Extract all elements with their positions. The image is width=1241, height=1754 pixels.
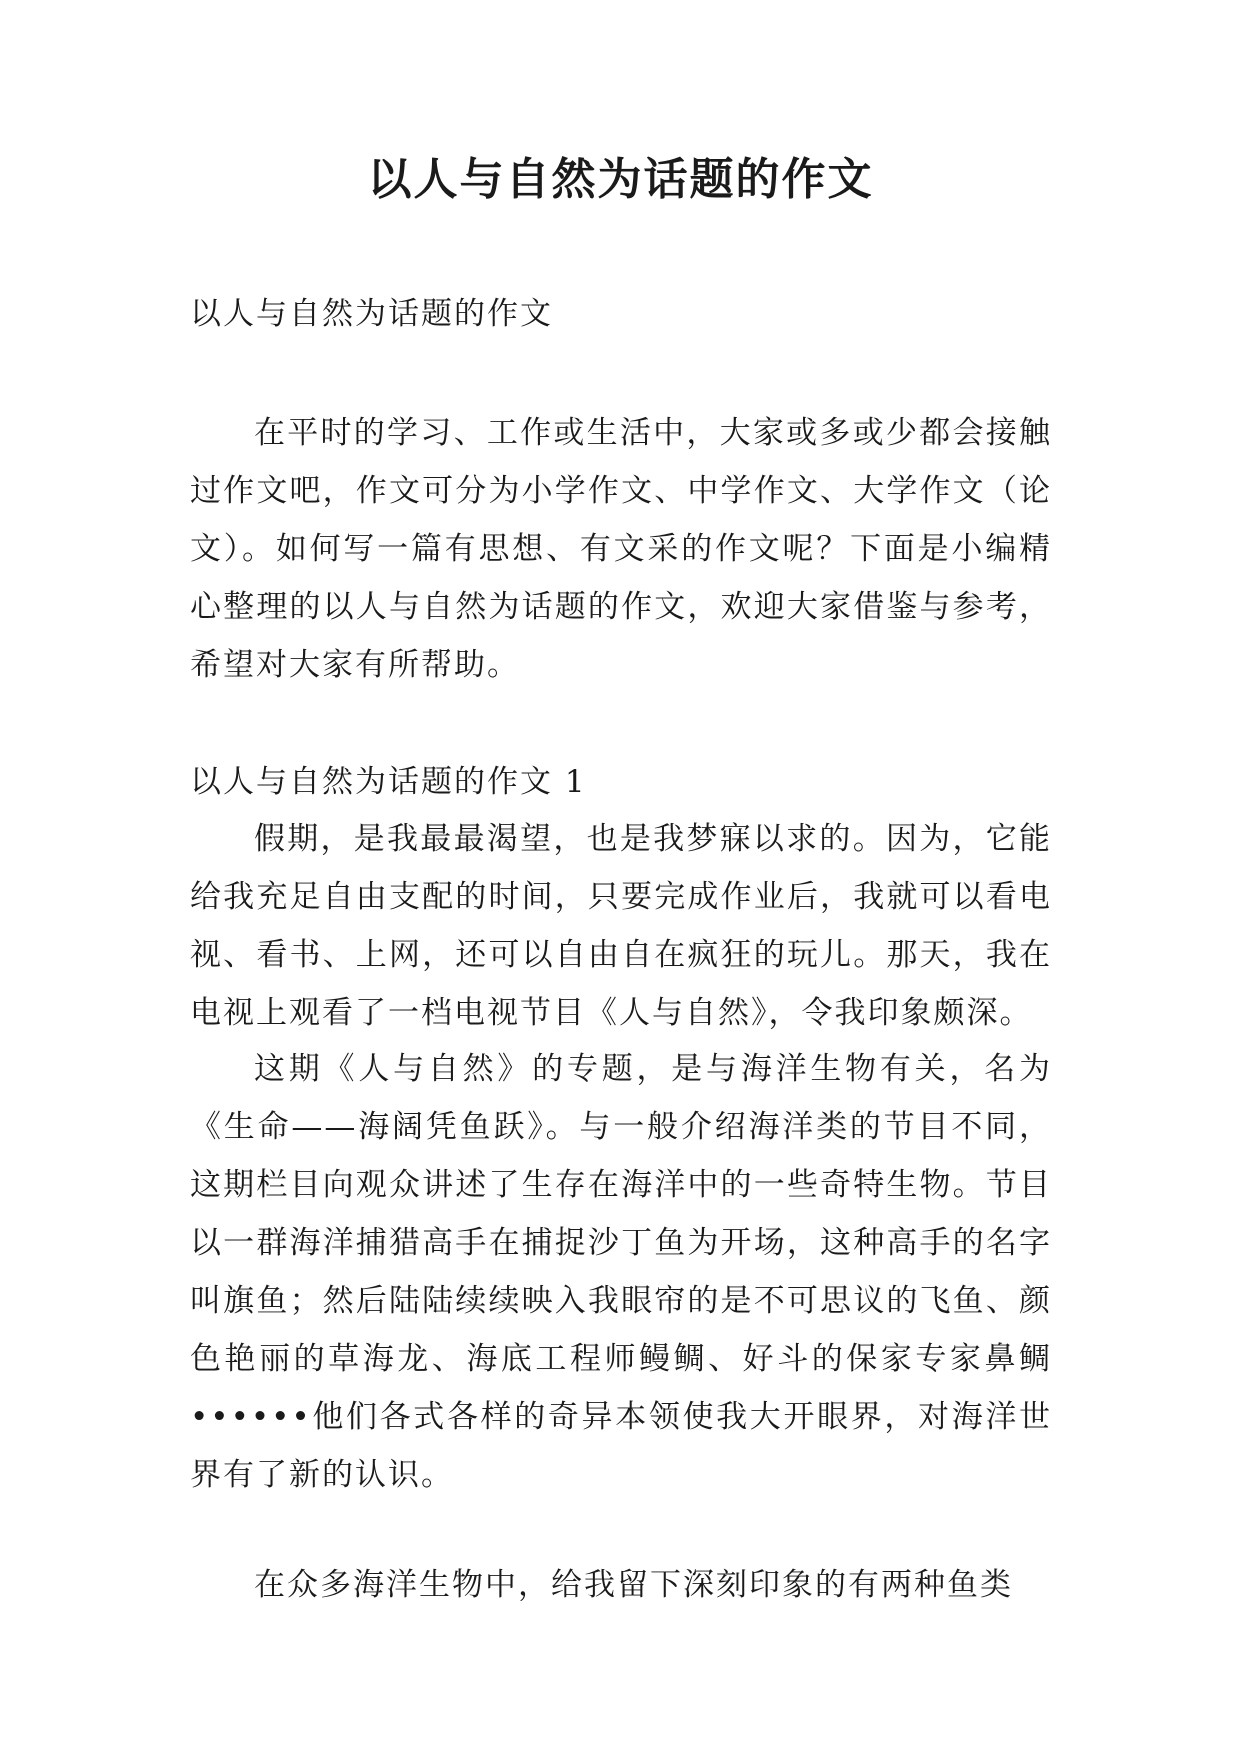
document-subtitle: 以人与自然为话题的作文 (190, 296, 553, 332)
intro-paragraph: 在平时的学习、工作或生活中，大家或多或少都会接触过作文吧，作文可分为小学作文、中学作文、大学作文（论文）。如何写一篇有思想、有文采的作文呢？下面是小编精心整理的以人与自然为话题的作文，欢迎大家借鉴与参考，希望对大家有所帮助。 (190, 415, 1052, 683)
body-paragraph: 在众多海洋生物中，给我留下深刻印象的有两种鱼类 (254, 1567, 1013, 1603)
body-paragraph: 这期《人与自然》的专题，是与海洋生物有关，名为《生命——海阔凭鱼跃》。与一般介绍海洋类的节目不同，这期栏目向观众讲述了生存在海洋中的一些奇特生物。节目以一群海洋捕猎高手在捕捉沙丁鱼为开场，这种高手的名字叫旗鱼；然后陆陆续续映入我眼帘的是不可思议的飞鱼、颜色艳丽的草海龙、海底工程师鳗鲷、好斗的保家专家鼻鲷••••••他们各式各样的奇异本领使我大开眼界，对海洋世界有了新的认识。 (190, 1051, 1052, 1493)
document-title: 以人与自然为话题的作文 (367, 154, 874, 205)
section-heading: 以人与自然为话题的作文 1 (190, 764, 587, 800)
body-paragraph: 假期，是我最最渴望，也是我梦寐以求的。因为，它能给我充足自由支配的时间，只要完成作业后，我就可以看电视、看书、上网，还可以自由自在疯狂的玩儿。那天，我在电视上观看了一档电视节目《人与自然》，令我印象颇深。 (190, 821, 1052, 1031)
